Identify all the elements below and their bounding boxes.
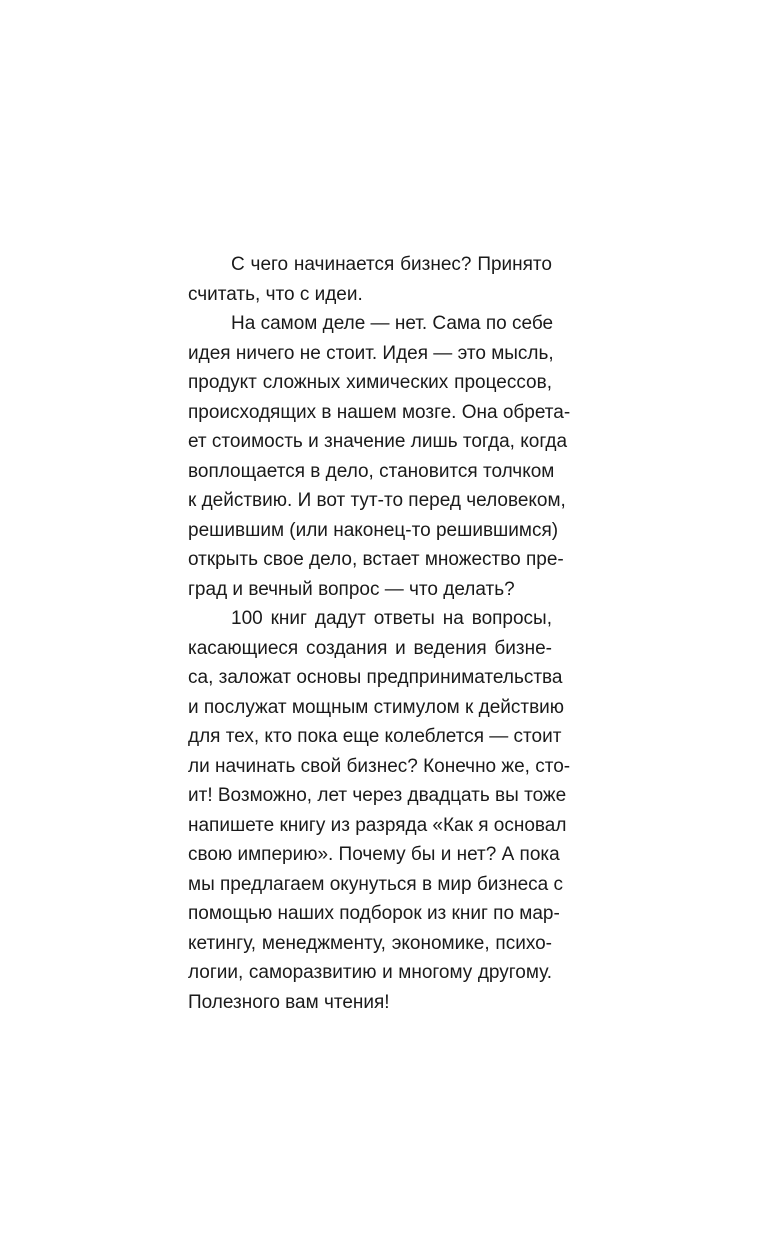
text-line: решившим (или наконец-то решившимся) <box>188 519 559 541</box>
text-line: 100 книг дадут ответы на вопросы, <box>231 608 552 629</box>
text-line: касающиеся создания и ведения бизне- <box>188 637 552 659</box>
text-line: напишете книгу из разряда «Как я основал <box>188 814 567 836</box>
text-line: для тех, кто пока еще колеблется — стоит <box>188 726 562 747</box>
text-line: идея ничего не стоит. Идея — это мысль, <box>188 342 554 364</box>
text-line: ли начинать свой бизнес? Конечно же, сто- <box>188 755 571 777</box>
text-line: считать, что с идеи. <box>188 283 363 305</box>
body-text <box>188 250 571 1017</box>
text-line: кетингу, менеджменту, экономике, психо- <box>188 932 552 954</box>
text-line: Полезного вам чтения! <box>188 991 390 1013</box>
text-line: са, заложат основы предпринимательства <box>188 667 563 688</box>
text-line: к действию. И вот тут-то перед человеком, <box>188 490 566 511</box>
text-line: свою империю». Почему бы и нет? А пока <box>188 844 560 865</box>
text-line: открыть свое дело, встает множество пре- <box>188 549 564 570</box>
text-line: происходящих в нашем мозге. Она обрета- <box>188 401 571 423</box>
paragraph-3 <box>188 604 571 1017</box>
text-line: воплощается в дело, становится толчком <box>188 460 555 482</box>
text-line: На самом деле — нет. Сама по себе <box>231 313 554 334</box>
text-line: С чего начинается бизнес? Принято <box>231 254 552 275</box>
paragraph-2 <box>188 309 571 604</box>
text-line: ит! Возможно, лет через двадцать вы тоже <box>188 785 567 806</box>
text-line: и послужат мощным стимулом к действию <box>188 696 565 718</box>
text-line: логии, саморазвитию и многому другому. <box>188 962 552 983</box>
text-line: мы предлагаем окунуться в мир бизнеса с <box>188 873 563 895</box>
text-line: помощью наших подборок из книг по мар- <box>188 903 560 924</box>
text-line: град и вечный вопрос — что делать? <box>188 578 515 600</box>
text-line: ет стоимость и значение лишь тогда, когда <box>188 431 568 452</box>
paragraph-1 <box>188 250 552 309</box>
text-line: продукт сложных химических процессов, <box>188 372 552 393</box>
